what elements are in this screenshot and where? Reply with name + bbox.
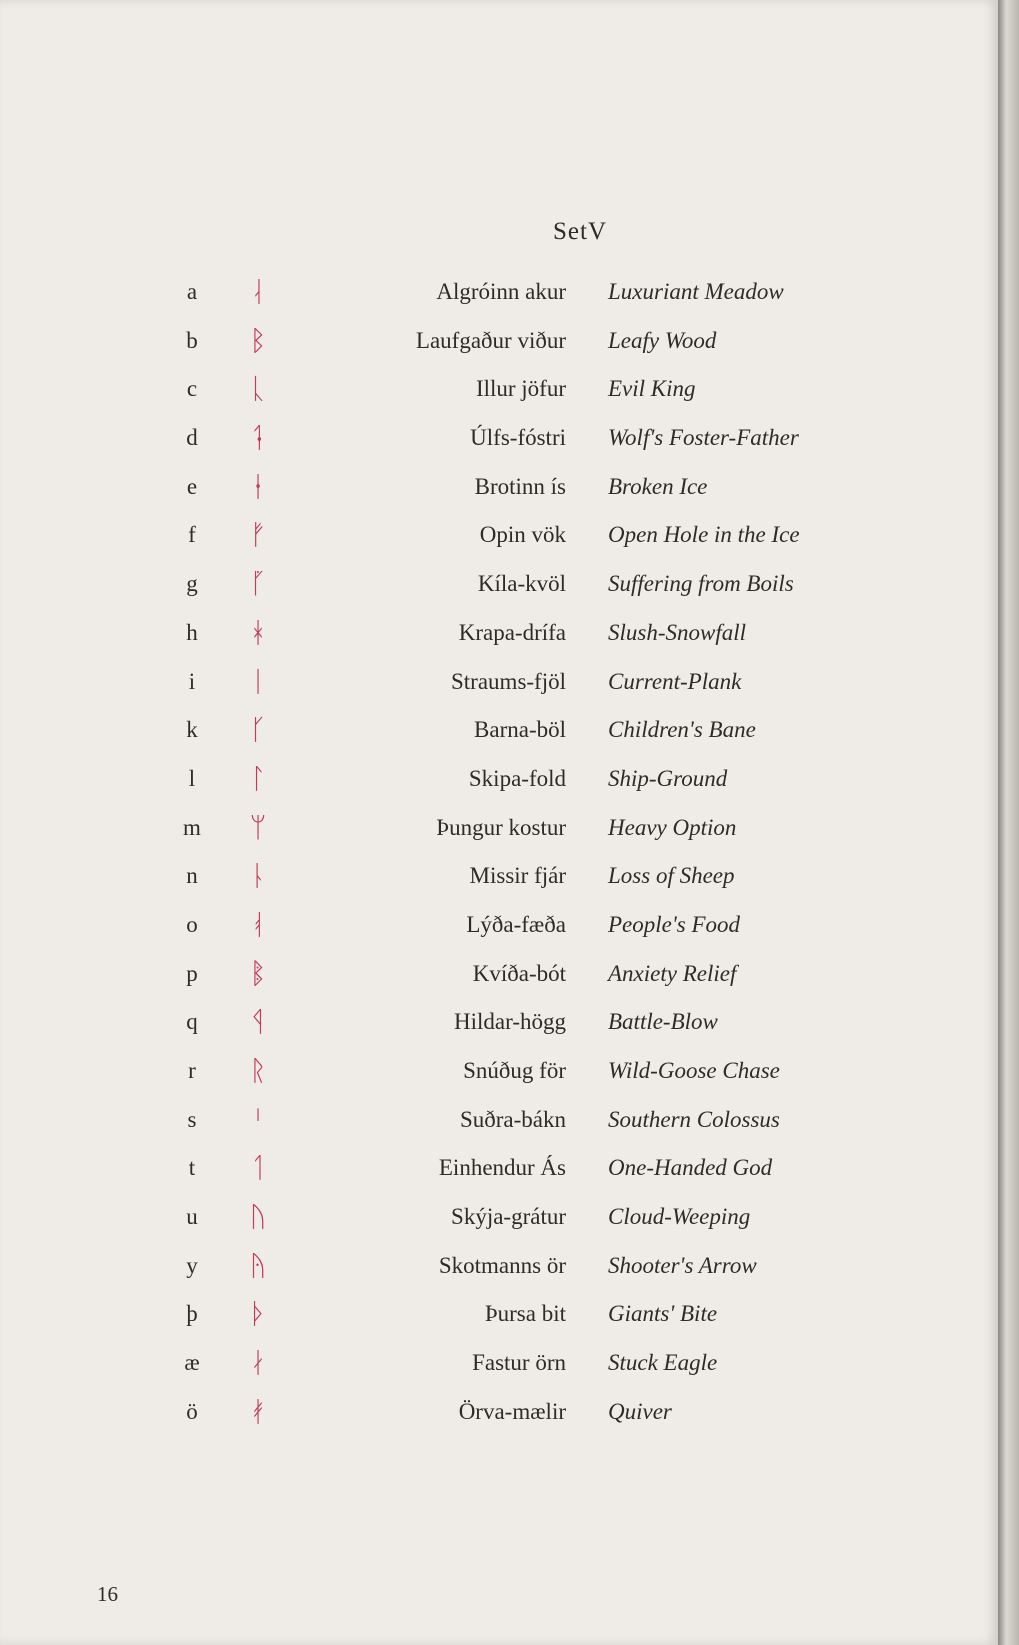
- rune-glyph: ᚦ: [249, 1297, 267, 1331]
- rune-row: [0, 1002, 998, 1051]
- icelandic-name: Missir fjár: [469, 863, 566, 889]
- rune-row: [0, 856, 998, 905]
- icelandic-name: Úlfs-fóstri: [470, 425, 566, 451]
- icelandic-name: Örva-mælir: [458, 1398, 566, 1424]
- latin-letter: y: [186, 1252, 198, 1278]
- english-translation: Luxuriant Meadow: [608, 279, 784, 304]
- rune-row: [0, 1246, 998, 1295]
- english-translation: Anxiety Relief: [608, 960, 737, 986]
- rune-row: [0, 954, 998, 1003]
- rune-glyph: ᛅ: [249, 1346, 267, 1380]
- english-translation: Stuck Eagle: [608, 1350, 718, 1376]
- latin-letter: q: [186, 1009, 198, 1035]
- icelandic-name: Lýða-fæða: [466, 911, 566, 937]
- rune-row: [0, 759, 998, 808]
- rune-glyph: ᛌ: [249, 1102, 267, 1136]
- latin-letter: n: [186, 863, 198, 889]
- page-number: 16: [97, 1582, 118, 1606]
- rune-glyph: ᚱ: [249, 1054, 267, 1087]
- rune-row: [0, 1294, 998, 1343]
- english-translation: Suffering from Boils: [608, 571, 794, 597]
- icelandic-name: Þursa bit: [484, 1301, 566, 1327]
- icelandic-name: Barna-böl: [474, 717, 566, 743]
- icelandic-name: Suðra-bákn: [459, 1106, 566, 1132]
- page-edge: [998, 0, 1019, 1645]
- english-translation: Quiver: [608, 1398, 672, 1424]
- rune-row: [0, 1148, 998, 1197]
- rune-row: [0, 1343, 998, 1392]
- english-translation: Children's Bane: [608, 717, 756, 743]
- rune-glyph: ᛔ: [249, 956, 267, 990]
- rune-row: [0, 564, 998, 613]
- rune-row: [0, 662, 998, 711]
- icelandic-name: Laufgaður viður: [415, 327, 566, 353]
- latin-letter: s: [187, 1106, 197, 1132]
- icelandic-name: Algróinn akur: [436, 279, 566, 304]
- rune-row: [0, 272, 998, 321]
- rune-glyph: ᚮ: [249, 907, 267, 941]
- latin-letter: ö: [186, 1398, 198, 1424]
- rune-row: [0, 1051, 998, 1100]
- rune-row: [0, 467, 998, 516]
- rune-glyph: ᛂ: [249, 469, 267, 503]
- english-translation: Southern Colossus: [608, 1106, 780, 1132]
- icelandic-name: Snúðug för: [463, 1058, 566, 1083]
- rune-row: [0, 710, 998, 759]
- rune-glyph: ᚯ: [249, 1394, 267, 1428]
- english-translation: Ship-Ground: [608, 765, 728, 791]
- icelandic-name: Hildar-högg: [454, 1009, 566, 1035]
- english-translation: One-Handed God: [608, 1155, 773, 1181]
- rune-glyph: ᚤ: [249, 1248, 267, 1282]
- icelandic-name: Skotmanns ör: [438, 1252, 566, 1278]
- latin-letter: p: [186, 960, 198, 986]
- latin-letter: þ: [186, 1301, 198, 1327]
- rune-glyph: ᚴ: [249, 713, 267, 747]
- icelandic-name: Krapa-drífa: [458, 619, 566, 645]
- latin-letter: æ: [184, 1350, 200, 1376]
- rune-row: [0, 418, 998, 467]
- rune-glyph: ᛐ: [249, 1151, 267, 1185]
- english-translation: Broken Ice: [608, 473, 708, 499]
- rune-row: [0, 515, 998, 564]
- icelandic-name: Opin vök: [479, 522, 566, 548]
- latin-letter: b: [186, 327, 198, 353]
- icelandic-name: Þungur kostur: [436, 814, 566, 840]
- rune-glyph: ᛘ: [249, 810, 267, 844]
- rune-glyph: ᛚ: [249, 761, 267, 795]
- rune-row: [0, 808, 998, 857]
- latin-letter: u: [186, 1204, 198, 1230]
- english-translation: Giants' Bite: [608, 1301, 718, 1327]
- english-translation: Cloud-Weeping: [608, 1204, 751, 1230]
- english-translation: Open Hole in the Ice: [608, 522, 800, 548]
- latin-letter: i: [188, 668, 196, 694]
- english-translation: Loss of Sheep: [608, 863, 735, 889]
- latin-letter: g: [186, 571, 198, 597]
- icelandic-name: Kvíða-bót: [472, 960, 566, 986]
- latin-letter: m: [183, 814, 201, 840]
- latin-letter: o: [186, 911, 198, 937]
- icelandic-name: Skipa-fold: [468, 765, 566, 791]
- english-translation: Evil King: [608, 376, 696, 402]
- english-translation: Heavy Option: [608, 814, 737, 840]
- icelandic-name: Illur jöfur: [475, 376, 566, 402]
- icelandic-name: Einhendur Ás: [438, 1155, 566, 1181]
- english-translation: Wolf's Foster-Father: [608, 425, 799, 451]
- rune-row: [0, 321, 998, 370]
- rune-glyph: ᛩ: [249, 1005, 267, 1039]
- latin-letter: a: [186, 279, 198, 304]
- rune-row: [0, 369, 998, 418]
- latin-letter: c: [186, 376, 198, 402]
- rune-row: [0, 1100, 998, 1149]
- rune-glyph: ᚼ: [249, 615, 267, 649]
- latin-letter: t: [188, 1155, 196, 1181]
- english-translation: Shooter's Arrow: [608, 1252, 757, 1278]
- icelandic-name: Brotinn ís: [474, 473, 566, 499]
- latin-letter: d: [186, 425, 198, 451]
- english-translation: Battle-Blow: [608, 1009, 718, 1035]
- rune-glyph: ᛑ: [249, 421, 267, 455]
- english-translation: Slush-Snowfall: [608, 619, 747, 645]
- rune-row: [0, 1197, 998, 1246]
- latin-letter: k: [186, 717, 198, 743]
- english-translation: Wild-Goose Chase: [608, 1058, 780, 1083]
- rune-glyph: ᚿ: [249, 859, 267, 893]
- rune-table: [0, 272, 998, 1441]
- latin-letter: h: [186, 619, 198, 645]
- rune-glyph: ᛁ: [249, 664, 267, 698]
- rune-glyph: ᚠ: [249, 518, 267, 552]
- rune-glyph: ᛒ: [249, 323, 267, 357]
- latin-letter: e: [186, 473, 198, 499]
- rune-glyph: ᛆ: [249, 275, 267, 308]
- icelandic-name: Fastur örn: [472, 1350, 566, 1376]
- rune-glyph: ᚳ: [249, 372, 267, 406]
- english-translation: People's Food: [608, 911, 741, 937]
- rune-row: [0, 905, 998, 954]
- latin-letter: l: [188, 765, 196, 791]
- rune-glyph: ᚵ: [249, 567, 267, 601]
- icelandic-name: Straums-fjöl: [451, 668, 566, 694]
- rune-row: [0, 613, 998, 662]
- rune-glyph: ᚢ: [249, 1200, 267, 1234]
- latin-letter: r: [188, 1058, 196, 1083]
- rune-row: [0, 1392, 998, 1441]
- icelandic-name: Kíla-kvöl: [477, 571, 566, 597]
- latin-letter: f: [188, 522, 196, 548]
- english-translation: Current-Plank: [608, 668, 742, 694]
- english-translation: Leafy Wood: [608, 327, 717, 353]
- set-title: SetV: [553, 218, 607, 245]
- icelandic-name: Skýja-grátur: [451, 1204, 566, 1230]
